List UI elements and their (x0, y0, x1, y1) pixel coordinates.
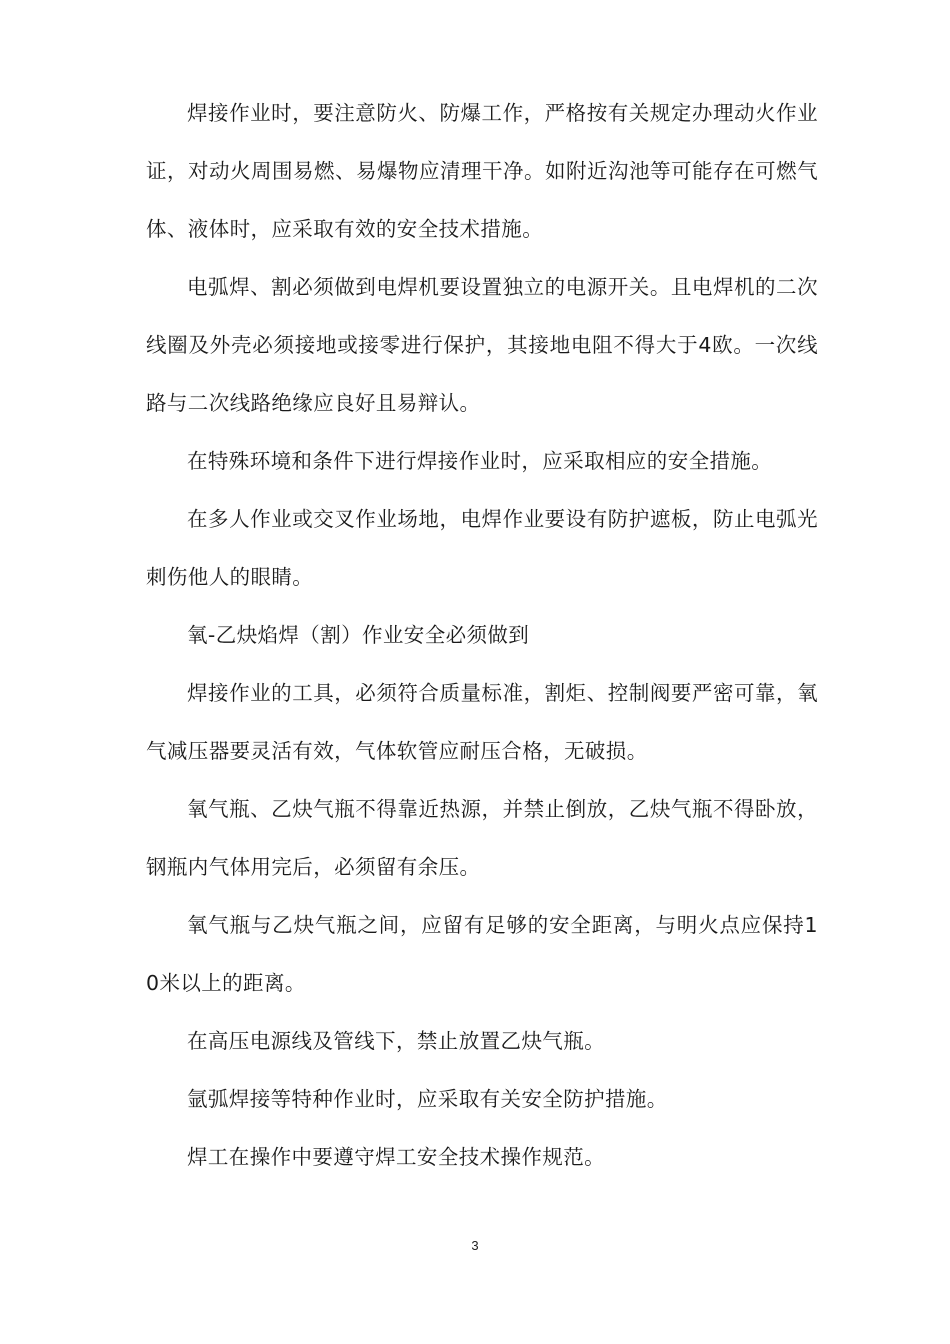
paragraph-special-environment: 在特殊环境和条件下进行焊接作业时，应采取相应的安全措施。 (187, 449, 773, 473)
paragraph-argon-arc: 氩弧焊接等特种作业时，应采取有关安全防护措施。 (187, 1087, 668, 1111)
paragraph-oxy-acetylene-heading: 氧-乙炔焰焊（割）作业安全必须做到 (187, 623, 530, 647)
page-number: 3 (471, 1238, 479, 1253)
paragraph-protective-shield: 在多人作业或交叉作业场地，电焊作业要设有防护遮板，防止电弧光刺伤他人的眼睛。 (146, 507, 818, 589)
paragraph-power-lines: 在高压电源线及管线下，禁止放置乙炔气瓶。 (187, 1029, 605, 1053)
paragraph-tools-quality: 焊接作业的工具，必须符合质量标准，割炬、控制阀要严密可靠，氧气减压器要灵活有效，气体软管应耐压合格，无破损。 (146, 681, 818, 763)
document-body (146, 84, 818, 1186)
paragraph-fire-safety: 焊接作业时，要注意防火、防爆工作，严格按有关规定办理动火作业证，对动火周围易燃、易爆物应清理干净。如附近沟池等可能存在可燃气体、液体时，应采取有效的安全技术措施。 (146, 101, 818, 241)
paragraph-cylinder-distance: 氧气瓶与乙炔气瓶之间，应留有足够的安全距离，与明火点应保持10米以上的距离。 (146, 913, 818, 995)
paragraph-operating-rules: 焊工在操作中要遵守焊工安全技术操作规范。 (187, 1145, 605, 1169)
paragraph-arc-welding: 电弧焊、割必须做到电焊机要设置独立的电源开关。且电焊机的二次线圈及外壳必须接地或接零进行保护，其接地电阻不得大于4欧。一次线路与二次线路绝缘应良好且易辩认。 (146, 275, 818, 415)
paragraph-cylinder-placement: 氧气瓶、乙炔气瓶不得靠近热源，并禁止倒放，乙炔气瓶不得卧放，钢瓶内气体用完后，必须留有余压。 (146, 797, 818, 879)
